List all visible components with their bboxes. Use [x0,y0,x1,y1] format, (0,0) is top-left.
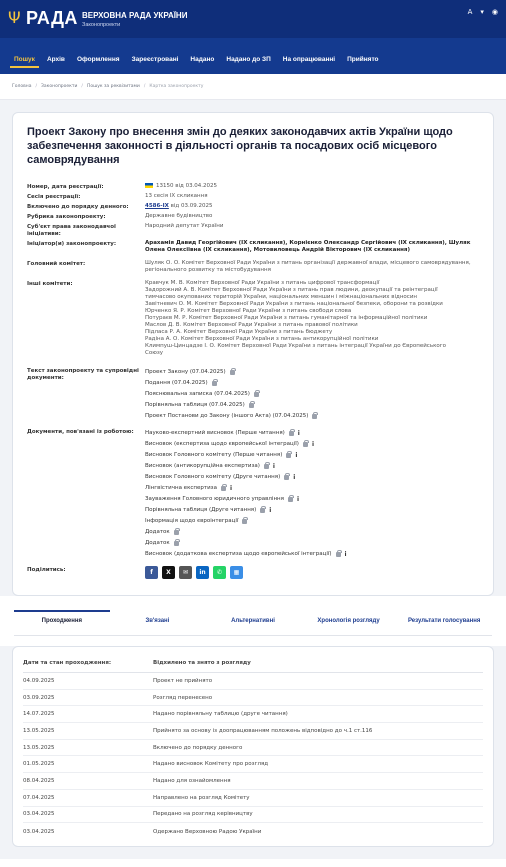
info-icon[interactable]: i [229,485,233,492]
table-row [23,807,483,824]
committee-item: Підласа Р. А. Комітет Верховної Ради України з питань бюджету [145,329,333,335]
qr-icon[interactable]: ▦ [230,566,243,579]
breadcrumb-item[interactable]: Головна [12,84,32,89]
work-document-link[interactable]: Висновок Головного комітету (Перше читання) [145,452,283,458]
progress-table [12,646,494,847]
work-document-item[interactable] [145,461,479,472]
lock-icon [312,414,317,419]
committee-item: Союзу [145,350,164,356]
nav-item[interactable]: Надано [190,56,215,63]
other-committees-list [145,280,479,357]
agenda-date: від 03.09.2025 [168,203,213,209]
work-document-item[interactable] [145,472,479,483]
info-icon[interactable]: i [272,463,275,470]
committee-item: Маслов Д. В. Комітет Верховної Ради України з питань правової політики [145,322,358,328]
work-document-link[interactable]: Науково-експертний висновок (Перше читання) [145,430,285,436]
info-icon[interactable]: i [344,551,347,558]
breadcrumb-separator: / [35,84,38,89]
work-document-item[interactable] [145,549,479,560]
lock-icon [174,530,179,535]
info-icon[interactable]: i [311,441,315,448]
work-document-link[interactable]: Додаток [145,540,170,546]
work-document-link[interactable]: Висновок (експертиза щодо європейської інтеграції) [145,441,299,447]
rubric-value: Державне будівництво [145,213,213,219]
row-status: Включено до порядку денного [153,744,243,751]
work-document-link[interactable]: Додаток [145,529,170,535]
agenda-label: Включено до порядку денного: [27,204,129,210]
breadcrumb [12,84,203,89]
lock-icon [221,486,226,491]
table-header-status: Відхилено та знято з розгляду [153,659,251,666]
row-date: 08.04.2025 [23,777,55,784]
work-document-item[interactable] [145,494,479,505]
lock-icon [286,453,291,458]
nav-item[interactable]: Пошук [8,56,41,74]
row-date: 03.09.2025 [23,694,55,701]
committee-item: Климпуш-Цинцадзе І. О. Комітет Верховної Ради України з питань інтеграції України до Європейського [145,343,447,349]
committee-item: Задорожний А. В. Комітет Верховної Ради України з питань прав людини, деокупації та реінтеграції [145,287,438,293]
lock-icon [260,508,265,513]
lock-icon [212,381,217,386]
row-status: Надано для ознайомлення [153,777,231,784]
nav-item[interactable]: Надано до ЗП [226,56,271,63]
breadcrumb-item[interactable]: Пошук за реквізитами [86,84,140,89]
lock-icon [174,541,179,546]
work-document-link[interactable]: Висновок Головного комітету (Друге читання) [145,474,281,480]
row-date: 03.04.2025 [23,811,55,818]
work-document-link[interactable]: Порівняльна таблиця (Друге читання) [145,507,257,513]
lock-icon [303,442,308,447]
trident-icon: Ψ [8,8,21,27]
breadcrumb-separator: / [81,84,83,89]
document-link[interactable]: Порівняльна таблиця (07.04.2025) [145,402,245,408]
row-status: Одержано Верховною Радою України [153,828,262,835]
chevron-down-icon[interactable]: ▾ [480,8,484,16]
nav-item[interactable]: На опрацюванні [282,56,336,63]
subject-value: Народний депутат України [145,223,224,229]
rubric-label: Рубрика законопроекту: [27,214,106,220]
bill-card [12,112,494,596]
row-status: Прийнято за основу із доопрацюванням положень відповідно до ч.1 ст.116 [153,727,373,734]
lock-icon [254,392,259,397]
initiators-label: Ініціатор(и) законопроекту: [27,241,117,247]
tab-item[interactable]: Хронологія розгляду [317,618,380,624]
whatsapp-icon[interactable]: ✆ [213,566,226,579]
tab-item[interactable]: Зв'язані [145,618,170,624]
table-row [23,740,483,757]
row-date: 14.07.2025 [23,711,55,718]
committee-item: Потураєв М. Р. Комітет Верховної Ради України з питань гуманітарної та інформаційної політики [145,315,428,321]
row-status: Надано порівняльну таблицю (друге читання) [153,711,288,718]
share-label: Поділитись: [27,567,66,573]
lock-icon [336,552,341,557]
x-icon[interactable]: X [162,566,175,579]
work-document-link[interactable]: Висновок (додаткова експертиза щодо європейської інтеграції) [145,551,332,557]
docs-label: Текст законопроекту та супровідні документи: [27,368,139,381]
document-item[interactable] [145,411,479,422]
logo-title: ВЕРХОВНА РАДА УКРАЇНИ [82,11,188,20]
documents-list [145,367,479,422]
tab-item[interactable]: Проходження [14,610,110,635]
committee-item: Завітневич О. М. Комітет Верховної Ради України з питань національної безпеки, оборони та розвідки [145,301,443,307]
work-document-link[interactable]: Лінгвістична експертиза [145,485,217,491]
subject-label: Суб'єкт права законодавчої ініціативи: [27,224,116,237]
main-committee-label: Головний комітет: [27,261,86,267]
info-icon[interactable]: i [297,430,300,437]
other-committees-label: Інші комітети: [27,281,73,287]
document-link[interactable]: Проект Постанови до Закону (іншого Акта) (07.04.2025) [145,413,309,419]
email-icon[interactable]: ✉ [179,566,192,579]
work-document-link[interactable]: Зауваження Головного юридичного управління [145,496,284,502]
work-document-item[interactable] [145,505,479,516]
info-icon[interactable]: i [269,507,272,514]
table-row [23,823,483,840]
breadcrumb-item[interactable]: Законопроекти [41,84,78,89]
tab-item[interactable]: Результати голосування [407,618,481,624]
works-list [145,428,479,560]
eye-icon[interactable]: ◉ [491,8,498,16]
row-date: 07.04.2025 [23,794,55,801]
table-row [23,723,483,740]
work-document-item[interactable] [145,483,479,494]
flag-icon [145,183,153,188]
row-date: 13.05.2025 [23,727,55,734]
committee-item: Кравчук М. В. Комітет Верховної Ради України з питань цифрової трансформації [145,280,380,286]
document-item[interactable] [145,378,479,389]
row-status: Надано висновок Комітету про розгляд [153,761,269,768]
document-item[interactable] [145,389,479,400]
table-header-date: Дати та стан проходження: [23,659,112,666]
main-committee-value: Шуляк О. О. Комітет Верховної Ради України з питань організації державної влади, місцевого самоврядування, регіонального розвитку та містобудування [145,260,471,273]
nav-item[interactable]: Архів [46,56,65,63]
row-status: Проект не прийнято [153,677,213,684]
work-document-item[interactable] [145,538,479,549]
agenda-link[interactable]: 4586-IX [145,203,169,209]
committee-item: тимчасово окупованих територій України, національних меншин і міжнаціональних відносин [145,294,417,300]
works-label: Документи, пов'язані із роботою: [27,429,134,435]
table-row [23,706,483,723]
facebook-icon[interactable]: f [145,566,158,579]
info-icon[interactable]: i [296,496,300,503]
session-value: 13 сесія IX скликання [145,193,208,199]
logo-subtitle: Законопроекти [82,22,121,28]
share-buttons [145,566,479,579]
document-item[interactable] [145,367,479,378]
work-document-item[interactable] [145,516,479,527]
document-link[interactable]: Пояснювальна записка (07.04.2025) [145,391,250,397]
lock-icon [289,431,294,436]
work-document-item[interactable] [145,450,479,461]
breadcrumb-separator: / [143,84,146,89]
row-date: 01.05.2025 [23,761,55,768]
lock-icon [264,464,269,469]
row-status: Розгляд перенесено [153,694,213,701]
committee-item: Радіна А. О. Комітет Верховної Ради України з питань антикорупційної політики [145,336,379,342]
session-label: Сесія реєстрації: [27,194,81,200]
nav-item[interactable]: Прийнято [347,56,379,63]
nav-item[interactable]: Зареєстровані [131,56,179,63]
initiators-value[interactable]: Арахамія Давид Георгійович (IX скликання), Корнієнко Олександр Сергійович (IX скликання), Шуляк Олена Олексіївна (IX скликання), Мотовиловець Андрій Вікторович (IX скликання) [145,240,471,253]
row-status: Передано на розгляд керівництву [153,811,253,818]
lock-icon [242,519,247,524]
work-document-link[interactable]: Висновок (антикорупційна експертиза) [145,463,260,469]
row-date: 13.05.2025 [23,744,55,751]
site-header [0,0,506,38]
linkedin-icon[interactable]: in [196,566,209,579]
tabs [14,610,492,636]
page-title: Проект Закону про внесення змін до деяких законодавчих актів України щодо забезпечення законності в діяльності органів та посадових осіб місцевого самоврядування [27,126,453,166]
work-document-item[interactable] [145,439,479,450]
document-link[interactable]: Проект Закону (07.04.2025) [145,369,226,375]
info-icon[interactable]: i [293,474,296,481]
info-icon[interactable]: i [295,452,298,459]
document-item[interactable] [145,400,479,411]
lock-icon [284,475,289,480]
tab-item[interactable]: Альтернативні [231,618,275,624]
table-row [23,756,483,773]
table-row [23,673,483,690]
table-row [23,773,483,790]
lock-icon [249,403,254,408]
table-row [23,690,483,707]
work-document-item[interactable] [145,527,479,538]
lock-icon [230,370,235,375]
reg-value: 13150 від 03.04.2025 [156,183,218,189]
breadcrumb-item: Картка законопроекту [149,84,204,89]
row-date: 04.09.2025 [23,677,55,684]
lock-icon [288,497,293,502]
work-document-link[interactable]: Інформація щодо євроінтеграції [145,518,239,524]
table-row [23,790,483,807]
document-link[interactable]: Подання (07.04.2025) [145,380,208,386]
nav-item[interactable]: Оформлення [76,56,120,63]
reg-label: Номер, дата реєстрації: [27,184,104,190]
logo-text[interactable]: РАДА [26,8,78,28]
work-document-item[interactable] [145,428,479,439]
row-date: 03.04.2025 [23,828,55,835]
main-nav [0,38,506,74]
font-size-toggle[interactable]: A [467,8,473,16]
committee-item: Юрченко Я. Р. Комітет Верховної Ради України з питань свободи слова [145,308,352,314]
row-status: Направлено на розгляд Комітету [153,794,250,801]
